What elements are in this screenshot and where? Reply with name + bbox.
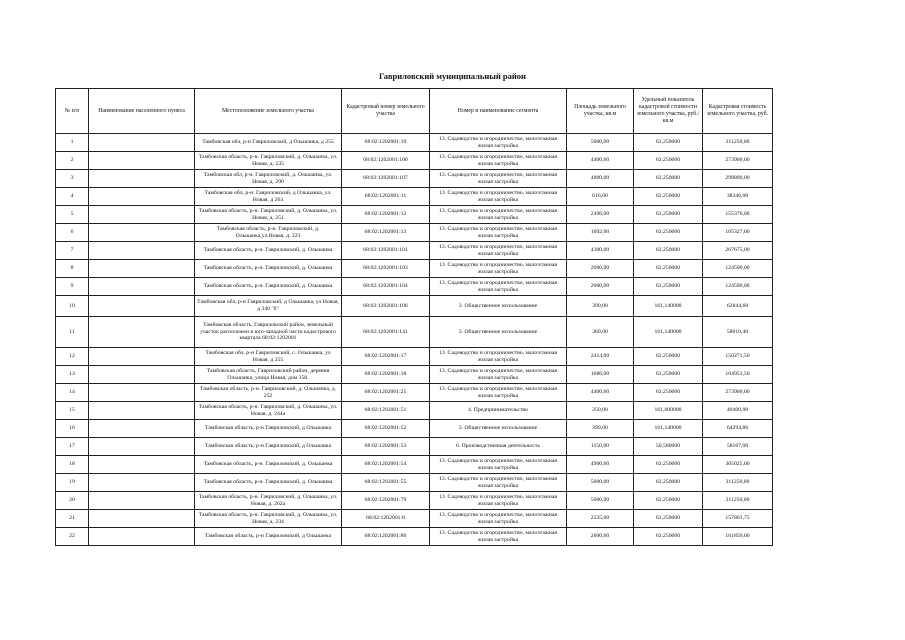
cell-cadastral-cost: 305025,00 bbox=[703, 456, 773, 474]
cell-settlement bbox=[89, 206, 195, 224]
cell-location: Тамбовская обл, р-н Гавриловский, д Ольшанка, ул Новая, д 340 "б" bbox=[195, 296, 342, 317]
table-row bbox=[56, 242, 773, 260]
cell-segment: 13. Садоводство и огородничество, малоэтажная жилая застройка bbox=[430, 528, 567, 546]
cell-unit-value: 62,250000 bbox=[634, 366, 703, 384]
table-row bbox=[56, 278, 773, 296]
table-row bbox=[56, 224, 773, 242]
cell-cadastral-number: 68:02:1202001:53 bbox=[342, 438, 430, 456]
cell-unit-value: 62,250000 bbox=[634, 384, 703, 402]
cell-area: 5000,00 bbox=[567, 492, 634, 510]
cell-area: 390,00 bbox=[567, 296, 634, 317]
cell-segment: 13. Садоводство и огородничество, малоэтажная жилая застройка bbox=[430, 456, 567, 474]
table-row bbox=[56, 134, 773, 152]
cell-segment: 13. Садоводство и огородничество, малоэтажная жилая застройка bbox=[430, 384, 567, 402]
cell-area: 4800,00 bbox=[567, 170, 634, 188]
cell-area: 2496,00 bbox=[567, 206, 634, 224]
cell-cadastral-cost: 150271,50 bbox=[703, 348, 773, 366]
cell-cadastral-cost: 311250,00 bbox=[703, 474, 773, 492]
cell-unit-value: 62,250000 bbox=[634, 152, 703, 170]
table-row bbox=[56, 317, 773, 348]
cell-cadastral-cost: 58167,00 bbox=[703, 438, 773, 456]
cell-unit-value: 161,140000 bbox=[634, 420, 703, 438]
cell-number: 8 bbox=[56, 260, 89, 278]
col-header-location: Местоположение земельного участка bbox=[195, 89, 342, 134]
cell-location: Тамбовская обл, р-н Гавриловский, с. Ольшанка, ул Новая, д 255 bbox=[195, 348, 342, 366]
cell-cadastral-number: 68:02:1202001:55 bbox=[342, 474, 430, 492]
cell-unit-value: 161,140000 bbox=[634, 296, 703, 317]
cell-area: 2600,00 bbox=[567, 528, 634, 546]
cell-area: 2414,00 bbox=[567, 348, 634, 366]
cell-segment: 13. Садоводство и огородничество, малоэтажная жилая застройка bbox=[430, 366, 567, 384]
cell-unit-value: 62,250000 bbox=[634, 260, 703, 278]
cell-segment: 4. Предпринимательство bbox=[430, 402, 567, 420]
cell-area: 250,00 bbox=[567, 402, 634, 420]
cell-location: Тамбовская обл, р-н. Гавриловский, д. Ольшанка, ул. Новая, д. 290 bbox=[195, 170, 342, 188]
cell-unit-value: 62,250000 bbox=[634, 492, 703, 510]
cell-cadastral-number: 68:02:1202001:80 bbox=[342, 528, 430, 546]
cell-cadastral-cost: 155376,00 bbox=[703, 206, 773, 224]
cell-number: 12 bbox=[56, 348, 89, 366]
cell-cadastral-cost: 38346,00 bbox=[703, 188, 773, 206]
cell-settlement bbox=[89, 456, 195, 474]
col-header-cadastral-number: Кадастровый номер земельного участка bbox=[342, 89, 430, 134]
cell-segment: 3. Общественное использование bbox=[430, 420, 567, 438]
cell-unit-value: 161,600000 bbox=[634, 402, 703, 420]
cell-number: 2 bbox=[56, 152, 89, 170]
cell-location: Тамбовская область, р-н Гавриловский, д Ольшанка bbox=[195, 420, 342, 438]
col-header-unit-value: Удельный показатель кадастровой стоимости земельного участка, руб./кв.м bbox=[634, 89, 703, 134]
cell-cadastral-number: 68:02:1202001:18 bbox=[342, 366, 430, 384]
cell-cadastral-number: 68:02:1202001:100 bbox=[342, 152, 430, 170]
cell-settlement bbox=[89, 348, 195, 366]
cell-cadastral-number: 68:02:1202001:17 bbox=[342, 348, 430, 366]
table-row bbox=[56, 510, 773, 528]
table-row bbox=[56, 366, 773, 384]
cell-segment: 13. Садоводство и огородничество, малоэтажная жилая застройка bbox=[430, 206, 567, 224]
cell-unit-value: 161,140000 bbox=[634, 317, 703, 348]
cell-number: 16 bbox=[56, 420, 89, 438]
cell-cadastral-number: 68:02:1202001:141 bbox=[342, 317, 430, 348]
table-row bbox=[56, 456, 773, 474]
cell-cadastral-number: 68:02:1202001:12 bbox=[342, 206, 430, 224]
col-header-cadastral-cost: Кадастровая стоимость земельного участка, руб. bbox=[703, 89, 773, 134]
table-row bbox=[56, 384, 773, 402]
cell-location: Тамбовская область, р-н. Гавриловский, д. Ольшанка, ул. Новая, д. 244а bbox=[195, 402, 342, 420]
cell-number: 11 bbox=[56, 317, 89, 348]
cell-segment: 13. Садоводство и огородничество, малоэтажная жилая застройка bbox=[430, 134, 567, 152]
cell-unit-value: 62,250000 bbox=[634, 278, 703, 296]
table-row bbox=[56, 152, 773, 170]
cell-location: Тамбовская обл, р-н. Гавриловский, д Ольшанка, ул. Новая, д 263 bbox=[195, 188, 342, 206]
page-title: Гавриловский муниципальный район bbox=[379, 71, 526, 81]
cell-segment: 13. Садоводство и огородничество, малоэтажная жилая застройка bbox=[430, 242, 567, 260]
cell-settlement bbox=[89, 474, 195, 492]
cell-segment: 13. Садоводство и огородничество, малоэтажная жилая застройка bbox=[430, 492, 567, 510]
cell-number: 22 bbox=[56, 528, 89, 546]
cell-settlement bbox=[89, 296, 195, 317]
cell-area: 4300,00 bbox=[567, 242, 634, 260]
cell-area: 1686,00 bbox=[567, 366, 634, 384]
cell-location: Тамбовская область, р-н. Гавриловский, д. Ольшанка bbox=[195, 260, 342, 278]
cell-settlement bbox=[89, 224, 195, 242]
cell-cadastral-cost: 161850,00 bbox=[703, 528, 773, 546]
cell-settlement bbox=[89, 402, 195, 420]
cell-area: 616,00 bbox=[567, 188, 634, 206]
cell-segment: 13. Садоводство и огородничество, малоэтажная жилая застройка bbox=[430, 170, 567, 188]
cell-location: Тамбовская область, р-н. Гавриловский, д. Ольшанка, ул. Новая, д. 235 bbox=[195, 152, 342, 170]
cell-settlement bbox=[89, 134, 195, 152]
cell-cadastral-cost: 104953,50 bbox=[703, 366, 773, 384]
cell-area: 4400,00 bbox=[567, 152, 634, 170]
cell-cadastral-number: 68:02:1202001:104 bbox=[342, 278, 430, 296]
cell-cadastral-number: 68:02:1202001:8 bbox=[342, 510, 430, 528]
cell-location: Тамбовская область, р-н. Гавриловский, д. Ольшанка bbox=[195, 456, 342, 474]
cell-settlement bbox=[89, 170, 195, 188]
cell-area: 5000,00 bbox=[567, 134, 634, 152]
cell-location: Тамбовская область, Гавриловский район, земельный участок расположен в юго-западной части кадастрового квартала 68:02:1202001 bbox=[195, 317, 342, 348]
cell-cadastral-number: 68:02:1202001:79 bbox=[342, 492, 430, 510]
cell-location: Тамбовская область, р-н Гавриловский, д Ольшанка bbox=[195, 528, 342, 546]
cell-settlement bbox=[89, 438, 195, 456]
cell-settlement bbox=[89, 492, 195, 510]
cell-cadastral-cost: 157803,75 bbox=[703, 510, 773, 528]
cell-location: Тамбовская область, р-н. Гавриловский, д. Ольшанка bbox=[195, 242, 342, 260]
cell-number: 7 bbox=[56, 242, 89, 260]
cell-settlement bbox=[89, 528, 195, 546]
cell-cadastral-cost: 124500,00 bbox=[703, 278, 773, 296]
cell-area: 360,00 bbox=[567, 317, 634, 348]
cell-cadastral-number: 68:02:1202001:101 bbox=[342, 242, 430, 260]
cell-cadastral-number: 68:02:1202001:107 bbox=[342, 170, 430, 188]
cell-settlement bbox=[89, 384, 195, 402]
col-header-area: Площадь земельного участка, кв.м bbox=[567, 89, 634, 134]
cell-segment: 13. Садоводство и огородничество, малоэтажная жилая застройка bbox=[430, 278, 567, 296]
cell-segment: 13. Садоводство и огородничество, малоэтажная жилая застройка bbox=[430, 224, 567, 242]
table-header-row bbox=[56, 89, 773, 134]
cell-settlement bbox=[89, 317, 195, 348]
cell-number: 10 bbox=[56, 296, 89, 317]
cell-number: 14 bbox=[56, 384, 89, 402]
col-header-number: № п/п bbox=[56, 89, 89, 134]
cell-cadastral-cost: 62844,60 bbox=[703, 296, 773, 317]
cell-area: 2000,00 bbox=[567, 278, 634, 296]
cell-unit-value: 62,250000 bbox=[634, 134, 703, 152]
cell-number: 3 bbox=[56, 170, 89, 188]
cell-settlement bbox=[89, 420, 195, 438]
cell-cadastral-number: 68:02:1202001:52 bbox=[342, 420, 430, 438]
table-row bbox=[56, 492, 773, 510]
cell-number: 4 bbox=[56, 188, 89, 206]
cell-area: 2000,00 bbox=[567, 260, 634, 278]
cell-cadastral-cost: 124500,00 bbox=[703, 260, 773, 278]
table-row bbox=[56, 296, 773, 317]
cell-cadastral-number: 68:02:1202001:11 bbox=[342, 188, 430, 206]
cell-unit-value: 62,250000 bbox=[634, 188, 703, 206]
table-row bbox=[56, 188, 773, 206]
cell-cadastral-cost: 311250,00 bbox=[703, 492, 773, 510]
cell-number: 21 bbox=[56, 510, 89, 528]
cell-location: Тамбовская область, р-н. Гавриловский, д. Ольшанка, ул. Новая, д. 251 bbox=[195, 206, 342, 224]
cell-segment: 13. Садоводство и огородничество, малоэтажная жилая застройка bbox=[430, 510, 567, 528]
cell-number: 17 bbox=[56, 438, 89, 456]
cell-segment: 13. Садоводство и огородничество, малоэтажная жилая застройка bbox=[430, 260, 567, 278]
cell-unit-value: 62,250000 bbox=[634, 474, 703, 492]
cell-unit-value: 62,250000 bbox=[634, 456, 703, 474]
table-row bbox=[56, 420, 773, 438]
cell-unit-value: 62,250000 bbox=[634, 170, 703, 188]
cell-area: 1692,00 bbox=[567, 224, 634, 242]
cell-settlement bbox=[89, 510, 195, 528]
cell-unit-value: 62,250000 bbox=[634, 528, 703, 546]
cell-number: 13 bbox=[56, 366, 89, 384]
cell-location: Тамбовская область, р-н Гавриловский, д Ольшанка bbox=[195, 438, 342, 456]
cell-cadastral-number: 68:02:1202001:103 bbox=[342, 260, 430, 278]
cell-settlement bbox=[89, 260, 195, 278]
cell-area: 2535,00 bbox=[567, 510, 634, 528]
col-header-segment: Номер и наименование сегмента bbox=[430, 89, 567, 134]
col-header-settlement: Наименование населенного пункта bbox=[89, 89, 195, 134]
cell-cadastral-number: 68:02:1202001:25 bbox=[342, 384, 430, 402]
cell-cadastral-number: 68:02:1202001:54 bbox=[342, 456, 430, 474]
cell-area: 5000,00 bbox=[567, 474, 634, 492]
cell-cadastral-cost: 64294,86 bbox=[703, 420, 773, 438]
cell-segment: 13. Садоводство и огородничество, малоэтажная жилая застройка bbox=[430, 188, 567, 206]
table-row bbox=[56, 260, 773, 278]
cell-settlement bbox=[89, 366, 195, 384]
cell-location: Тамбовская область, р-н. Гавриловский, д. Ольшанка, ул. Новая, д. 262а bbox=[195, 492, 342, 510]
cell-unit-value: 62,250000 bbox=[634, 206, 703, 224]
cell-number: 18 bbox=[56, 456, 89, 474]
table-row bbox=[56, 348, 773, 366]
cell-cadastral-number: 68:02:1202001:10 bbox=[342, 134, 430, 152]
cell-cadastral-cost: 298800,00 bbox=[703, 170, 773, 188]
cell-cadastral-cost: 273900,00 bbox=[703, 152, 773, 170]
table-row bbox=[56, 474, 773, 492]
cell-location: Тамбовская область, р-н. Гавриловский, д. Ольшанка, ул. Новая, д. 234 bbox=[195, 510, 342, 528]
cell-cadastral-number: 68:02:1202001:51 bbox=[342, 402, 430, 420]
table-row bbox=[56, 528, 773, 546]
cell-cadastral-cost: 40400,00 bbox=[703, 402, 773, 420]
cell-segment: 13. Садоводство и огородничество, малоэтажная жилая застройка bbox=[430, 152, 567, 170]
cell-area: 4900,00 bbox=[567, 456, 634, 474]
cell-cadastral-cost: 267675,00 bbox=[703, 242, 773, 260]
cell-location: Тамбовская область, р-н. Гавриловский, д. Ольшанка bbox=[195, 474, 342, 492]
cell-cadastral-cost: 273900,00 bbox=[703, 384, 773, 402]
cell-location: Тамбовская область, Гавриловский район, деревня Ольшанка, улица Новая, дом 358. bbox=[195, 366, 342, 384]
cell-location: Тамбовская обл, р-н Гавриловский, д Ольшанка, д 255 bbox=[195, 134, 342, 152]
cell-number: 1 bbox=[56, 134, 89, 152]
cell-segment: 13. Садоводство и огородничество, малоэтажная жилая застройка bbox=[430, 474, 567, 492]
cell-number: 15 bbox=[56, 402, 89, 420]
table-row bbox=[56, 402, 773, 420]
cell-cadastral-number: 68:02:1202001:106 bbox=[342, 296, 430, 317]
cell-segment: 13. Садоводство и огородничество, малоэтажная жилая застройка bbox=[430, 348, 567, 366]
table-row bbox=[56, 438, 773, 456]
cell-segment: 6. Производственная деятельность bbox=[430, 438, 567, 456]
cell-unit-value: 62,250000 bbox=[634, 242, 703, 260]
table-row bbox=[56, 206, 773, 224]
cell-unit-value: 50,580000 bbox=[634, 438, 703, 456]
cell-number: 9 bbox=[56, 278, 89, 296]
cell-location: Тамбовская область, р-н. Гавриловский, д. Ольшанка bbox=[195, 278, 342, 296]
cell-cadastral-cost: 58010,40 bbox=[703, 317, 773, 348]
table-row bbox=[56, 170, 773, 188]
cell-segment: 3. Общественное использование bbox=[430, 296, 567, 317]
cell-settlement bbox=[89, 278, 195, 296]
cell-cadastral-number: 68:02:1202001:13 bbox=[342, 224, 430, 242]
cell-unit-value: 62,250000 bbox=[634, 224, 703, 242]
cell-area: 399,00 bbox=[567, 420, 634, 438]
cell-number: 6 bbox=[56, 224, 89, 242]
cell-number: 19 bbox=[56, 474, 89, 492]
cell-number: 20 bbox=[56, 492, 89, 510]
cell-area: 1150,00 bbox=[567, 438, 634, 456]
cell-unit-value: 62,250000 bbox=[634, 348, 703, 366]
cell-settlement bbox=[89, 242, 195, 260]
land-plots-table bbox=[55, 88, 773, 546]
cell-location: Тамбовская область, р-н. Гавриловский, д. Ольшанка,ул.Новая, д. 223 bbox=[195, 224, 342, 242]
cell-settlement bbox=[89, 188, 195, 206]
cell-unit-value: 62,250000 bbox=[634, 510, 703, 528]
cell-location: Тамбовская область, р-н. Гавриловский, д. Ольшанка, д. 252 bbox=[195, 384, 342, 402]
cell-number: 5 bbox=[56, 206, 89, 224]
cell-area: 4400,00 bbox=[567, 384, 634, 402]
cell-segment: 3. Общественное использование bbox=[430, 317, 567, 348]
cell-cadastral-cost: 105327,00 bbox=[703, 224, 773, 242]
cell-cadastral-cost: 311250,00 bbox=[703, 134, 773, 152]
cell-settlement bbox=[89, 152, 195, 170]
